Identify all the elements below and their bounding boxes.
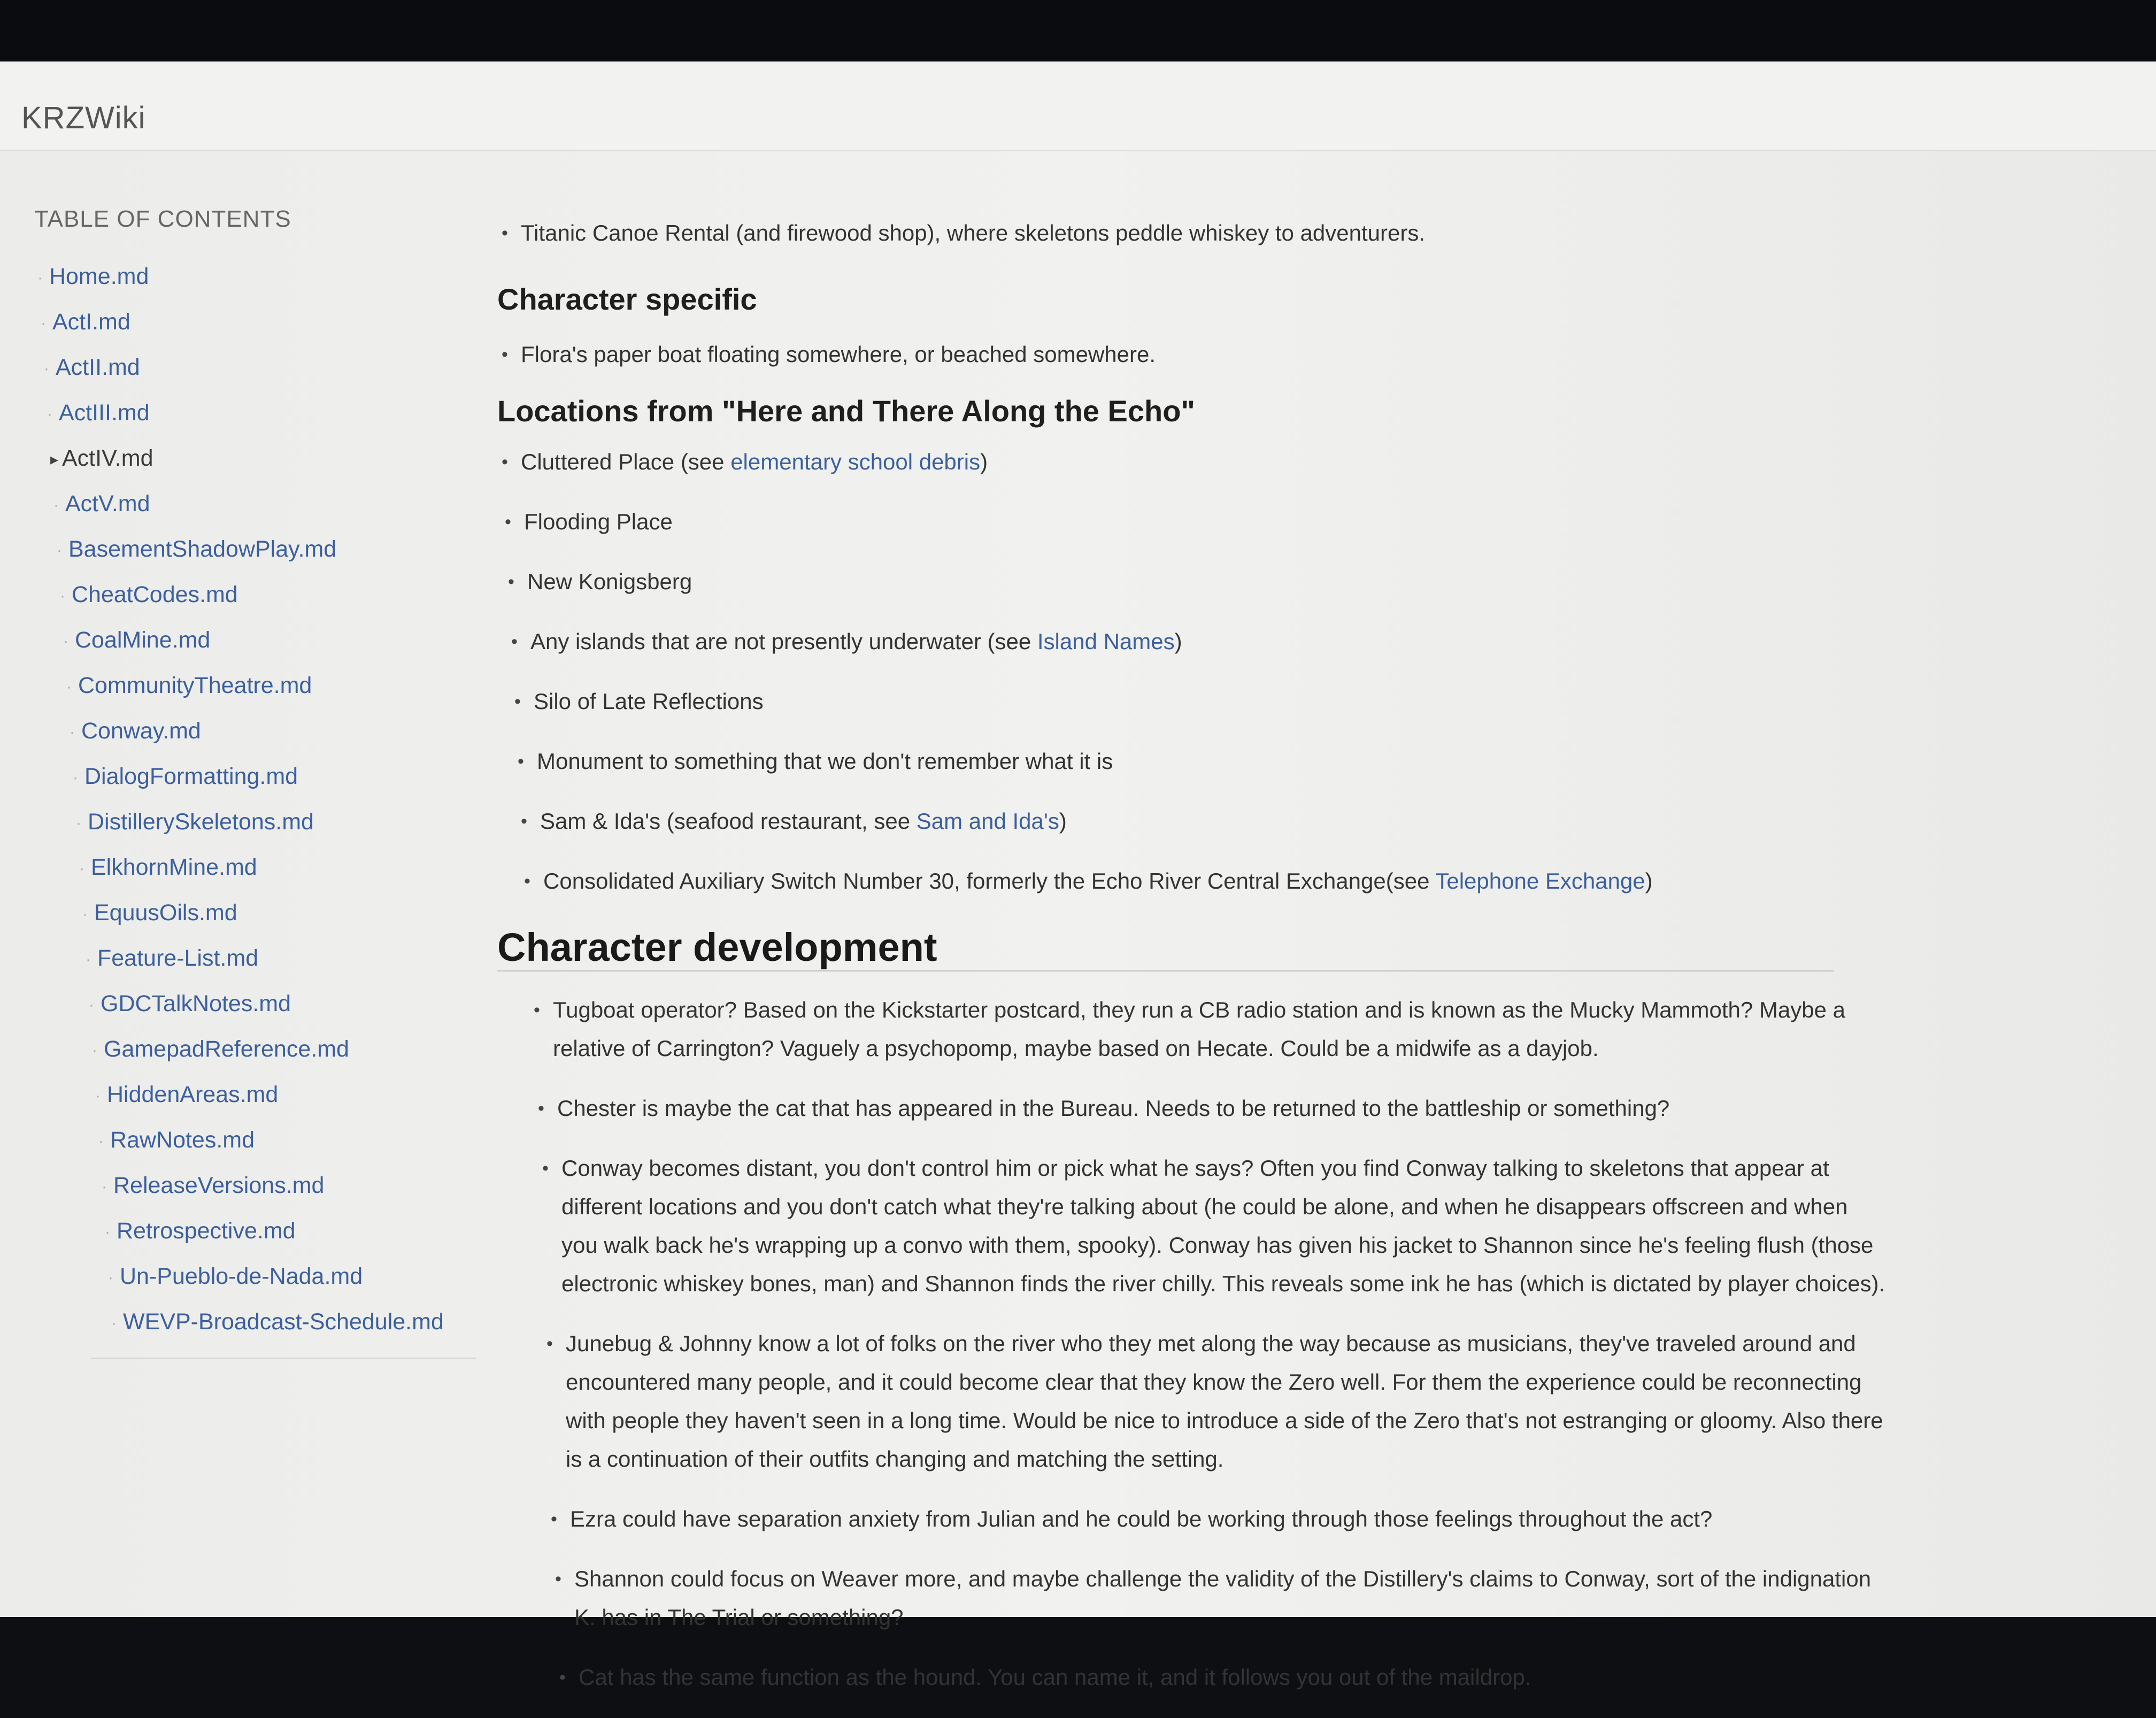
toc-item[interactable] [32,345,492,390]
toc-item[interactable] [32,572,492,618]
section-heading-character-development: Character development [497,925,937,969]
bullet-icon: · [37,269,43,287]
list-item: • Any islands that are not presently underwater (see Island Names) [507,625,1888,658]
toc-list [32,254,492,1345]
toc-link[interactable]: CoalMine.md [75,627,211,653]
toc-item[interactable] [32,390,492,436]
toc-item[interactable] [32,481,492,527]
list-item: • Consolidated Auxiliary Switch Number 30, formerly the Echo River Central Exchange(see Telephone Exchange) [520,865,1888,898]
heading-rule [497,970,1834,972]
top-navbar [0,61,2156,151]
toc-link[interactable]: Feature-List.md [97,945,259,971]
toc-item[interactable] [32,436,492,481]
bullet-icon: · [102,1178,107,1196]
list-item: • Cluttered Place (see elementary school debris) [497,445,1888,479]
bullet-icon: · [92,1042,97,1060]
inline-link[interactable]: elementary school debris [730,449,981,474]
list-item: • Tugboat operator? Based on the Kickstarter postcard, they run a CB radio station and is known as the Mucky Mammoth? Maybe a relative of Carrington? Vaguely a psychopomp, maybe based on Hecate. Could be a midwife as a dayjob. [529,991,1888,1068]
page-content [497,158,1888,1718]
inline-link[interactable]: Sam and Ida's [916,808,1059,834]
bullet-icon: · [76,814,81,833]
toc-item[interactable] [32,1208,492,1254]
toc-item[interactable] [32,1072,492,1118]
toc-item[interactable] [32,1027,492,1072]
browser-viewport [0,61,2156,1690]
toc-link[interactable]: DialogFormatting.md [84,764,298,789]
toc-item[interactable] [32,708,492,754]
toc-divider [91,1358,476,1359]
character-development-list [497,991,1888,1697]
bullet-icon: · [95,1087,101,1105]
toc-link[interactable]: ActIII.md [59,400,150,426]
toc-link[interactable]: ActI.md [52,309,130,335]
toc-link[interactable]: Un-Pueblo-de-Nada.md [120,1264,363,1289]
bullet-icon: · [108,1269,113,1287]
toc-link[interactable]: HiddenAreas.md [107,1082,279,1107]
list-item: • Titanic Canoe Rental (and firewood shop), where skeletons peddle whiskey to adventurers. [497,217,1888,250]
list-item: • Flooding Place [500,505,1888,538]
toc-link[interactable]: Retrospective.md [117,1218,296,1244]
bullet-icon: · [98,1133,104,1151]
toc-item[interactable] [32,1299,492,1345]
list-item: • Junebug & Johnny know a lot of folks on the river who they met along the way because as musicians, they've traveled around and encountered many people, and it could become clear that they know the Zero well. For them the experience could be reconnecting with people they haven't seen in a long time. Would be nice to introduce a side of the Zero that's not estranging or gloomy. Also there is a continuation of their outfits changing and matching the setting. [542,1324,1888,1478]
list-item: • Sam & Ida's (seafood restaurant, see Sam and Ida's) [517,805,1888,838]
list-item: • Conway becomes distant, you don't control him or pick what he says? Often you find Conway talking to skeletons that appear at different locations and you don't catch what they're talking about (he could be alone, and when he disappears offscreen and when you walk back he's wrapping up a convo with them, spooky). Conway has given his jacket to Shannon since he's feeling flush (those electronic whiskey bones, man) and Shannon finds the river chilly. This reveals some ink he has (which is dictated by player choices). [538,1149,1888,1303]
toc-item[interactable] [32,527,492,572]
toc-item[interactable] [32,254,492,299]
toc-item[interactable] [32,618,492,663]
list-item: • Cat has the same function as the hound. You can name it, and it follows you out of the maildrop. [555,1658,1888,1697]
bullet-icon: · [57,542,62,560]
bullet-icon: · [111,1314,117,1332]
inline-link[interactable]: Island Names [1037,629,1175,654]
toc-link[interactable]: EquusOils.md [94,900,237,926]
bullet-icon: · [105,1223,110,1242]
table-of-contents [32,206,492,1359]
list-item: • Chester is maybe the cat that has appeared in the Bureau. Needs to be returned to the battleship or something? [534,1089,1888,1128]
bullet-icon: · [66,678,72,696]
list-item: • Ezra could have separation anxiety from Julian and he could be working through those feelings throughout the act? [546,1500,1888,1538]
toc-item[interactable] [32,936,492,981]
list-item: • Shannon could focus on Weaver more, and maybe challenge the validity of the Distillery's claims to Conway, sort of the indignation K. has in The Trial or something? [551,1560,1888,1637]
toc-link[interactable]: ActIV.md [62,445,153,471]
list-item: • New Konigsberg [504,565,1888,598]
toc-item[interactable] [32,663,492,708]
bullet-icon: · [41,314,46,333]
locations-list [497,445,1888,898]
toc-item[interactable] [32,754,492,799]
bullet-icon: · [44,360,49,378]
toc-item[interactable] [32,299,492,345]
character-specific-list [497,338,1888,371]
active-caret-icon: ▸ [50,451,59,469]
toc-link[interactable]: GamepadReference.md [104,1036,349,1062]
toc-link[interactable]: BasementShadowPlay.md [68,536,337,562]
bullet-icon: · [79,860,84,878]
toc-item[interactable] [32,1118,492,1163]
toc-link[interactable]: ActII.md [56,355,140,380]
inline-link[interactable]: Telephone Exchange [1435,868,1645,893]
toc-link[interactable]: Conway.md [81,718,201,744]
toc-link[interactable]: GDCTalkNotes.md [101,991,291,1016]
section-heading-locations: Locations from "Here and There Along the Echo" [497,394,1195,428]
toc-item[interactable] [32,1163,492,1208]
toc-link[interactable]: RawNotes.md [110,1127,255,1153]
toc-heading: TABLE OF CONTENTS [34,206,291,232]
bullet-icon: · [70,723,75,742]
bullet-icon: · [73,769,78,787]
list-item: • Silo of Late Reflections [510,685,1888,718]
toc-link[interactable]: WEVP-Broadcast-Schedule.md [123,1309,444,1335]
bullet-icon: · [86,951,91,969]
bullet-icon: · [53,496,59,514]
bullet-icon: · [47,405,52,423]
bullet-icon: · [82,905,88,923]
site-brand[interactable]: KRZWiki [21,101,146,135]
toc-link[interactable]: CommunityTheatre.md [78,673,312,698]
bullet-icon: · [89,996,94,1014]
toc-link[interactable]: DistillerySkeletons.md [88,809,314,835]
toc-link[interactable]: ElkhornMine.md [91,854,257,880]
bullet-icon: · [60,587,65,605]
bullet-icon: · [63,633,68,651]
toc-item[interactable] [32,890,492,936]
list-item: • Monument to something that we don't remember what it is [513,745,1888,778]
toc-link[interactable]: ReleaseVersions.md [113,1173,325,1198]
toc-link[interactable]: Home.md [49,264,149,289]
list-item: • Flora's paper boat floating somewhere, or beached somewhere. [497,338,1888,371]
toc-item[interactable] [32,799,492,845]
toc-link[interactable]: ActV.md [65,491,150,517]
toc-item[interactable] [32,981,492,1027]
toc-item[interactable] [32,1254,492,1299]
toc-item[interactable] [32,845,492,890]
section-heading-character-specific: Character specific [497,282,757,316]
toc-link[interactable]: CheatCodes.md [72,582,238,607]
